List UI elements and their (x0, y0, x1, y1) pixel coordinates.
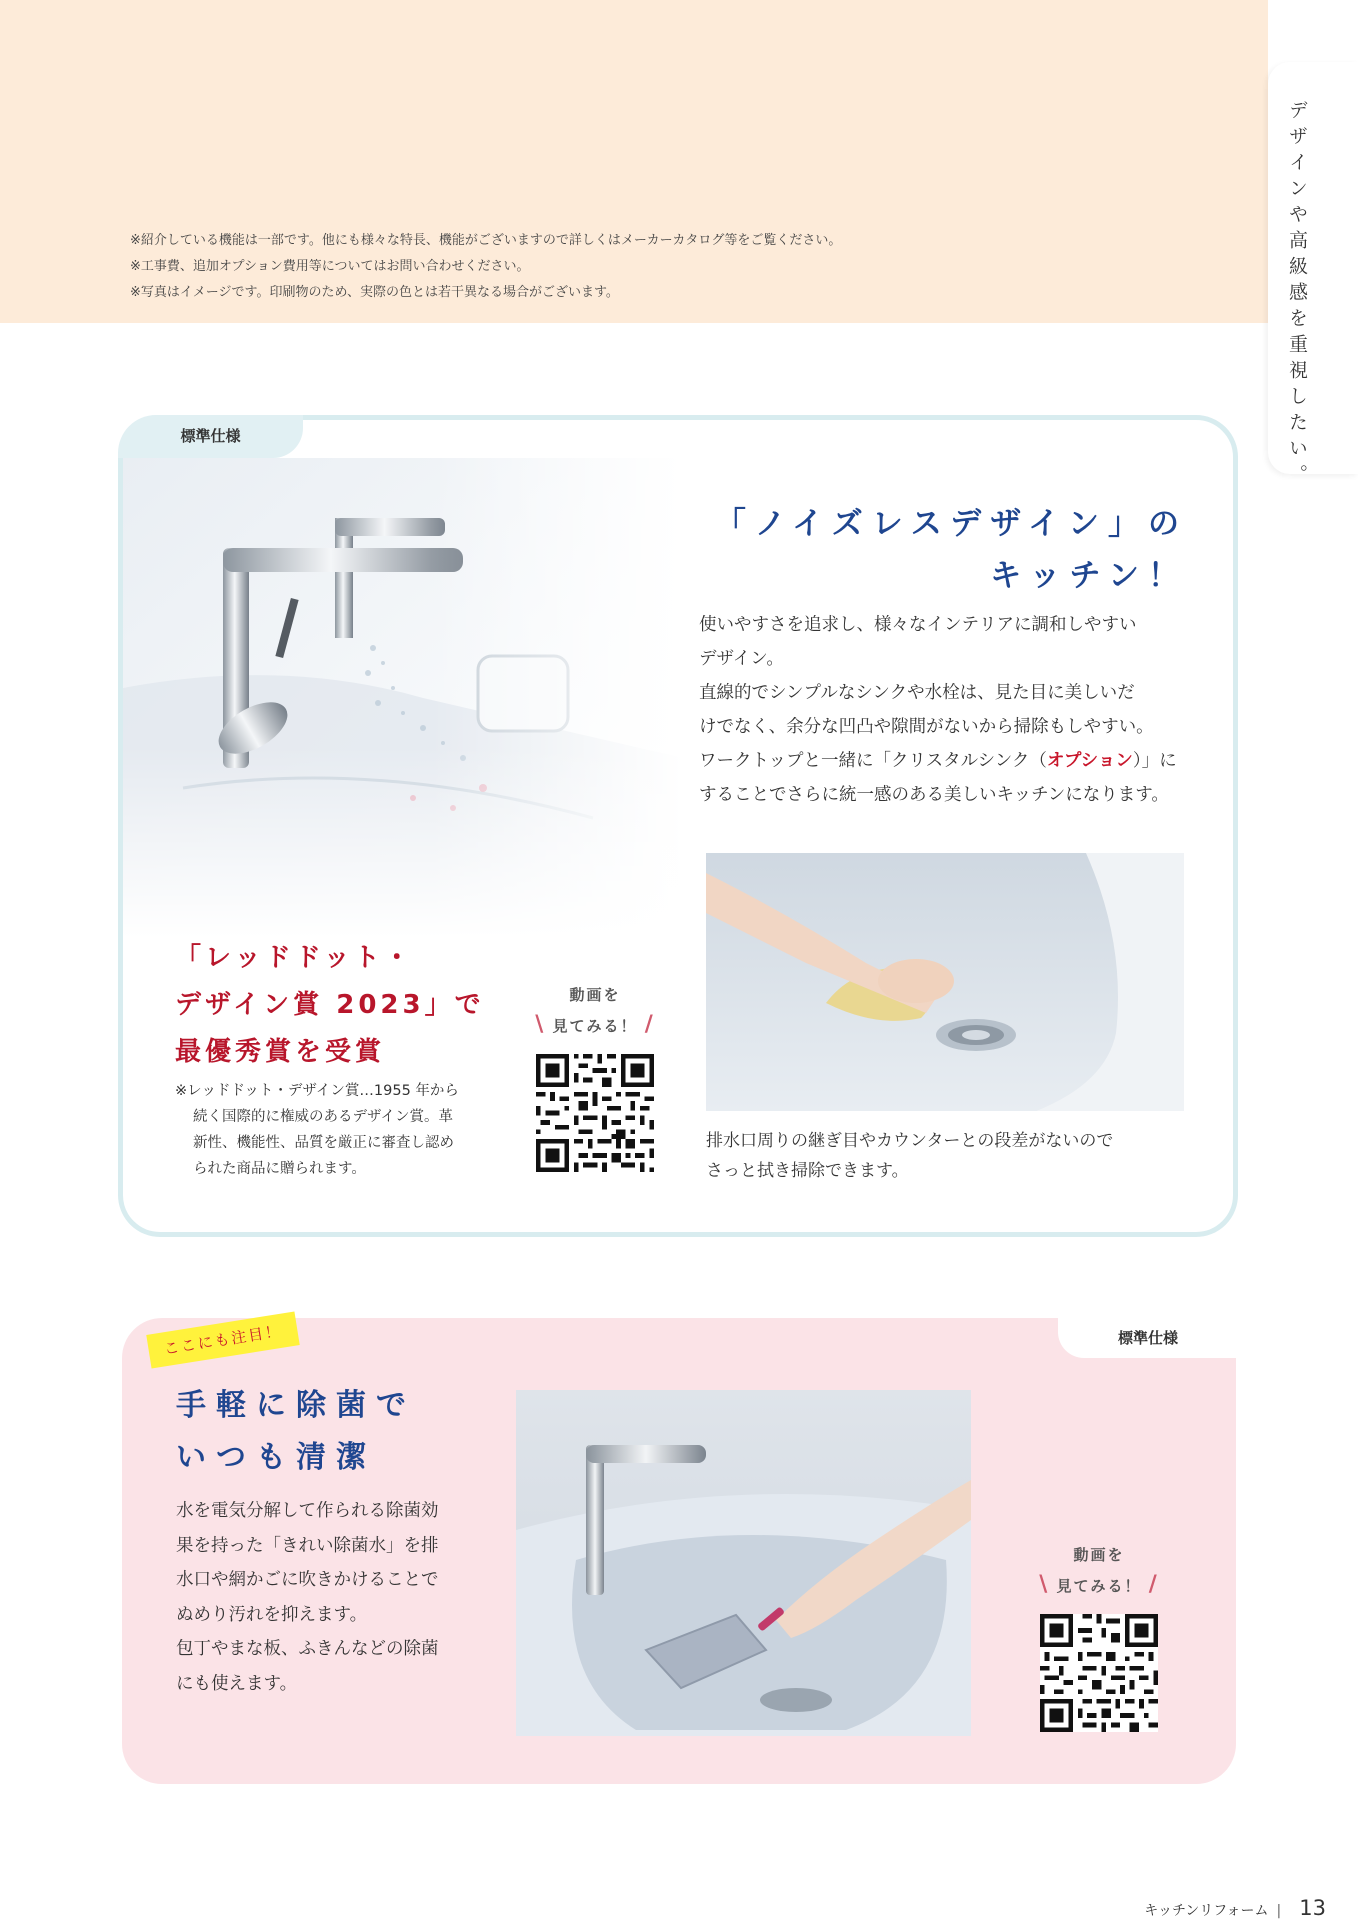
card1-heading (715, 498, 1188, 602)
slash-right-icon: / (1148, 1572, 1159, 1597)
sterile-water-photo (516, 1390, 971, 1736)
card1-body-l1: 使いやすさを追求し、様々なインテリアに調和しやすい (699, 615, 1137, 635)
video-label-2-l2: 見てみる！ (1056, 1577, 1142, 1595)
option-highlight: オプション (1046, 751, 1133, 771)
card1-body-l5 (699, 744, 1189, 778)
award-line2: デザイン賞 2023」で (175, 990, 485, 1020)
card1-body-l6: することでさらに統一感のある美しいキッチンになります。 (699, 785, 1169, 805)
footer-section: キッチンリフォーム (1144, 1903, 1269, 1919)
card1-body-l5b: ）」に (1132, 751, 1177, 771)
sink-caption-l1: 排水口周りの継ぎ目やカウンターとの段差がないので (706, 1131, 1114, 1151)
video-label-2 (1024, 1540, 1174, 1601)
card2-heading-l1: 手軽に除菌で (176, 1388, 416, 1423)
card2-heading (176, 1380, 416, 1484)
card1-heading-line1: 「ノイズレスデザイン」の (714, 506, 1188, 542)
video-label-2-l1: 動画を (1073, 1546, 1125, 1564)
award-note-l1: ※レッドドット・デザイン賞…1955 年から (175, 1083, 459, 1099)
card1-body-l5a: ワークトップと一緒に「クリスタルシンク（ (699, 751, 1047, 771)
slash-right-icon: / (644, 1012, 655, 1037)
card1-body-l2: デザイン。 (699, 649, 784, 669)
sink-caption-l2: さっと拭き掃除できます。 (706, 1161, 909, 1181)
video-label-1-l1: 動画を (569, 986, 621, 1004)
note-3: ※写真はイメージです。印刷物のため、実際の色とは若干異なる場合がございます。 (130, 285, 619, 300)
page-footer (1144, 1896, 1326, 1920)
video-label-1-l2-row (520, 1010, 670, 1041)
slash-left-icon: \ (535, 1012, 546, 1037)
card1-body-l4: けでなく、余分な凹凸や隙間がないから掃除もしやすい。 (699, 717, 1154, 737)
qr-code-video-2[interactable] (1040, 1614, 1158, 1732)
note-1: ※紹介している機能は一部です。他にも様々な特長、機能がございますので詳しくはメーカーカタログ等をご覧ください。 (130, 233, 842, 248)
faucet-photo (123, 458, 683, 938)
card2-body-l1: 水を電気分解して作られる除菌効 (176, 1501, 439, 1521)
sink-cleaning-photo (706, 853, 1184, 1111)
card2-body-l5: 包丁やまな板、ふきんなどの除菌 (176, 1639, 439, 1659)
video-label-2-l2-row (1024, 1570, 1174, 1601)
card2-body-l3: 水口や網かごに吹きかけることで (176, 1570, 439, 1590)
slash-left-icon: \ (1039, 1572, 1050, 1597)
note-2: ※工事費、追加オプション費用等についてはお問い合わせください。 (130, 259, 530, 274)
side-index-tab[interactable] (1268, 62, 1358, 474)
card1-body (699, 608, 1189, 812)
award-note-l3: 新性、機能性、品質を厳正に審査し認め (193, 1135, 454, 1151)
red-dot-award-heading (175, 935, 485, 1076)
attention-sticker: ここにも注目！ (146, 1311, 299, 1368)
sink-caption (706, 1126, 1196, 1186)
footer-divider: | (1276, 1903, 1282, 1919)
disclaimer-notes (130, 228, 841, 306)
card2-body-l4: ぬめり汚れを抑えます。 (176, 1604, 368, 1625)
award-line1: 「レッドドット・ (175, 943, 414, 973)
standard-spec-tag: 標準仕様 (118, 415, 303, 458)
award-note-l2: 続く国際的に権威のあるデザイン賞。革 (193, 1109, 453, 1125)
award-note (175, 1078, 495, 1182)
card1-body-l3: 直線的でシンプルなシンクや水栓は、見た目に美しいだ (699, 683, 1135, 703)
card2-heading-l2: いつも清潔 (176, 1440, 376, 1475)
video-label-1 (520, 980, 670, 1041)
page-number: 13 (1299, 1896, 1326, 1920)
award-line3: 最優秀賞を受賞 (175, 1037, 386, 1067)
card2-body-l6: にも使えます。 (176, 1673, 298, 1694)
card2-body (176, 1494, 496, 1701)
card2-body-l2: 果を持った「きれい除菌水」を排 (176, 1535, 439, 1556)
standard-spec-tag-2: 標準仕様 (1058, 1318, 1238, 1358)
card1-heading-line2: キッチン！ (990, 558, 1188, 594)
video-label-1-l2: 見てみる！ (552, 1017, 638, 1035)
qr-code-video-1[interactable] (536, 1054, 654, 1172)
side-index-label: デザインや高級感を重視したい。 (1286, 100, 1308, 490)
award-note-l4: られた商品に贈られます。 (193, 1161, 366, 1177)
